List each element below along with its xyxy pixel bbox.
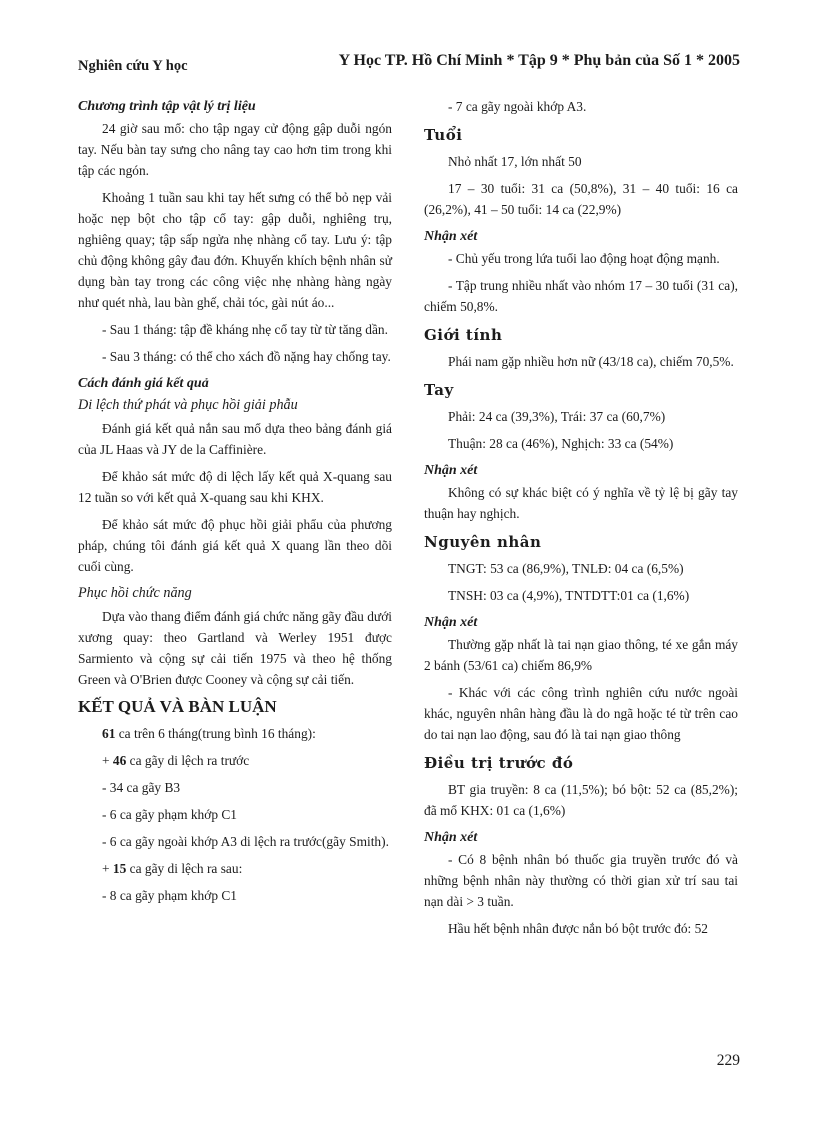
heading-prior-treatment: Điều trị trước đó	[424, 754, 574, 772]
left-column	[78, 96, 392, 912]
count-value: 15	[112, 861, 127, 876]
count-value: 61	[102, 726, 116, 741]
heading-cause: Nguyên nhân	[424, 533, 542, 551]
paragraph: Để khảo sát mức độ di lệch lấy kết quả X-quang sau 12 tuần so với kết quả X-quang sau khi KHX.	[78, 469, 392, 505]
paragraph: - Khác với các công trình nghiên cứu nước ngoài khác, nguyên nhân hàng đầu là do ngã hoặc té từ trên cao do tai nạn lao động, sau đó là tai nạn giao thông	[424, 685, 738, 742]
paragraph: - Tập trung nhiều nhất vào nhóm 17 – 30 tuổi (31 ca), chiếm 50,8%.	[424, 278, 738, 314]
remark-title: Nhận xét	[424, 615, 478, 630]
subsection-title-function: Phục hồi chức năng	[78, 585, 192, 601]
paragraph: Phái nam gặp nhiều hơn nữ (43/18 ca), chiếm 70,5%.	[448, 354, 734, 369]
subsection-title-displacement: Di lệch thứ phát và phục hồi giải phẫu	[78, 397, 298, 413]
list-item: - 8 ca gãy phạm khớp C1	[102, 888, 238, 903]
paragraph: - Có 8 bệnh nhân bó thuốc gia truyền trước đó và những bệnh nhân này thường có thời gian xử trí sau tai nạn dài > 3 tuần.	[424, 852, 738, 909]
paragraph: Thường gặp nhất là tai nạn giao thông, té xe gắn máy 2 bánh (53/61 ca) chiếm 86,9%	[424, 637, 738, 673]
paragraph: - Sau 1 tháng: tập đề kháng nhẹ cổ tay từ từ tăng dần.	[102, 322, 388, 337]
list-item: - 6 ca gãy ngoài khớp A3 di lệch ra trước(gãy Smith).	[102, 834, 389, 849]
page-header	[78, 52, 740, 76]
heading-age: Tuổi	[424, 126, 463, 144]
list-item: - 6 ca gãy phạm khớp C1	[102, 807, 238, 822]
paragraph: Nhỏ nhất 17, lớn nhất 50	[448, 154, 582, 169]
paragraph: TNGT: 53 ca (86,9%), TNLĐ: 04 ca (6,5%)	[448, 561, 684, 576]
page-number: 229	[716, 1052, 740, 1069]
results-total	[78, 723, 392, 744]
header-journal-title: Y Học TP. Hồ Chí Minh * Tập 9 * Phụ bản của Số 1 * 2005	[338, 52, 740, 69]
paragraph: 24 giờ sau mổ: cho tập ngay cử động gập duỗi ngón tay. Nếu bàn tay sưng cho nâng tay cao hơn tim trong khi tập các ngón.	[78, 121, 392, 178]
right-column	[424, 96, 738, 945]
section-title-physiotherapy: Chương trình tập vật lý trị liệu	[78, 99, 256, 114]
results-anterior	[78, 750, 392, 771]
paragraph: Để khảo sát mức độ phục hồi giải phẩu của phương pháp, chúng tôi đánh giá kết quả X quang lần theo dõi cuối cùng.	[78, 517, 392, 574]
plus-sign: +	[102, 861, 113, 876]
heading-gender: Giới tính	[424, 326, 503, 344]
paragraph: Dựa vào thang điểm đánh giá chức năng gãy đầu dưới xương quay: theo Gartland và Werley 1951 được Sarmiento và cộng sự cải tiến 1975 và theo hệ thống Green và O'Brien được Cooney và cộng sự cải tiến.	[78, 609, 392, 687]
plus-sign: +	[102, 753, 113, 768]
paragraph: Hầu hết bệnh nhân được nắn bó bột trước đó: 52	[448, 921, 708, 936]
line-text: ca gãy di lệch ra trước	[126, 753, 250, 768]
heading-hand: Tay	[424, 381, 454, 399]
line-text: ca gãy di lệch ra sau:	[126, 861, 243, 876]
paragraph: - Chủ yếu trong lứa tuổi lao động hoạt động mạnh.	[448, 251, 720, 266]
list-item: - 7 ca gãy ngoài khớp A3.	[448, 99, 587, 114]
paragraph: Khoảng 1 tuần sau khi tay hết sưng có thể bỏ nẹp vải hoặc nẹp bột cho tập cổ tay: gập duỗi, nghiêng trụ, nghiêng quay; tập sấp ngửa nhẹ nhàng cổ tay. Lưu ý: tập chủ động không gây đau đớn. Khuyến khích bệnh nhân sử dụng bàn tay trong các công việc nhẹ nhàng hàng ngày như quét nhà, lau bàn ghế, chải tóc, gài nút áo...	[78, 190, 392, 310]
paragraph: BT gia truyền: 8 ca (11,5%); bó bột: 52 ca (85,2%); đã mổ KHX: 01 ca (1,6%)	[424, 782, 738, 818]
section-heading-results: KẾT QUẢ VÀ BÀN LUẬN	[78, 697, 277, 716]
paragraph: 17 – 30 tuổi: 31 ca (50,8%), 31 – 40 tuổi: 16 ca (26,2%), 41 – 50 tuổi: 14 ca (22,9%)	[424, 181, 738, 217]
remark-title: Nhận xét	[424, 463, 478, 478]
header-section-label: Nghiên cứu Y học	[78, 58, 188, 74]
remark-title: Nhận xét	[424, 229, 478, 244]
line-text: ca trên 6 tháng(trung bình 16 tháng):	[115, 726, 316, 741]
remark-title: Nhận xét	[424, 830, 478, 845]
paragraph: - Sau 3 tháng: có thể cho xách đồ nặng hay chống tay.	[102, 349, 391, 364]
results-posterior	[78, 858, 392, 879]
section-title-evaluation: Cách đánh giá kết quả	[78, 376, 209, 391]
paragraph: Đánh giá kết quả nắn sau mổ dựa theo bảng đánh giá của JL Haas và JY de la Caffinière.	[78, 421, 392, 457]
paragraph: TNSH: 03 ca (4,9%), TNTDTT:01 ca (1,6%)	[448, 588, 690, 603]
list-item: - 34 ca gãy B3	[102, 780, 181, 795]
count-value: 46	[112, 753, 127, 768]
paragraph: Phải: 24 ca (39,3%), Trái: 37 ca (60,7%)	[448, 409, 666, 424]
paragraph: Không có sự khác biệt có ý nghĩa về tỷ lệ bị gãy tay thuận hay nghịch.	[424, 485, 738, 521]
paragraph: Thuận: 28 ca (46%), Nghịch: 33 ca (54%)	[448, 436, 674, 451]
